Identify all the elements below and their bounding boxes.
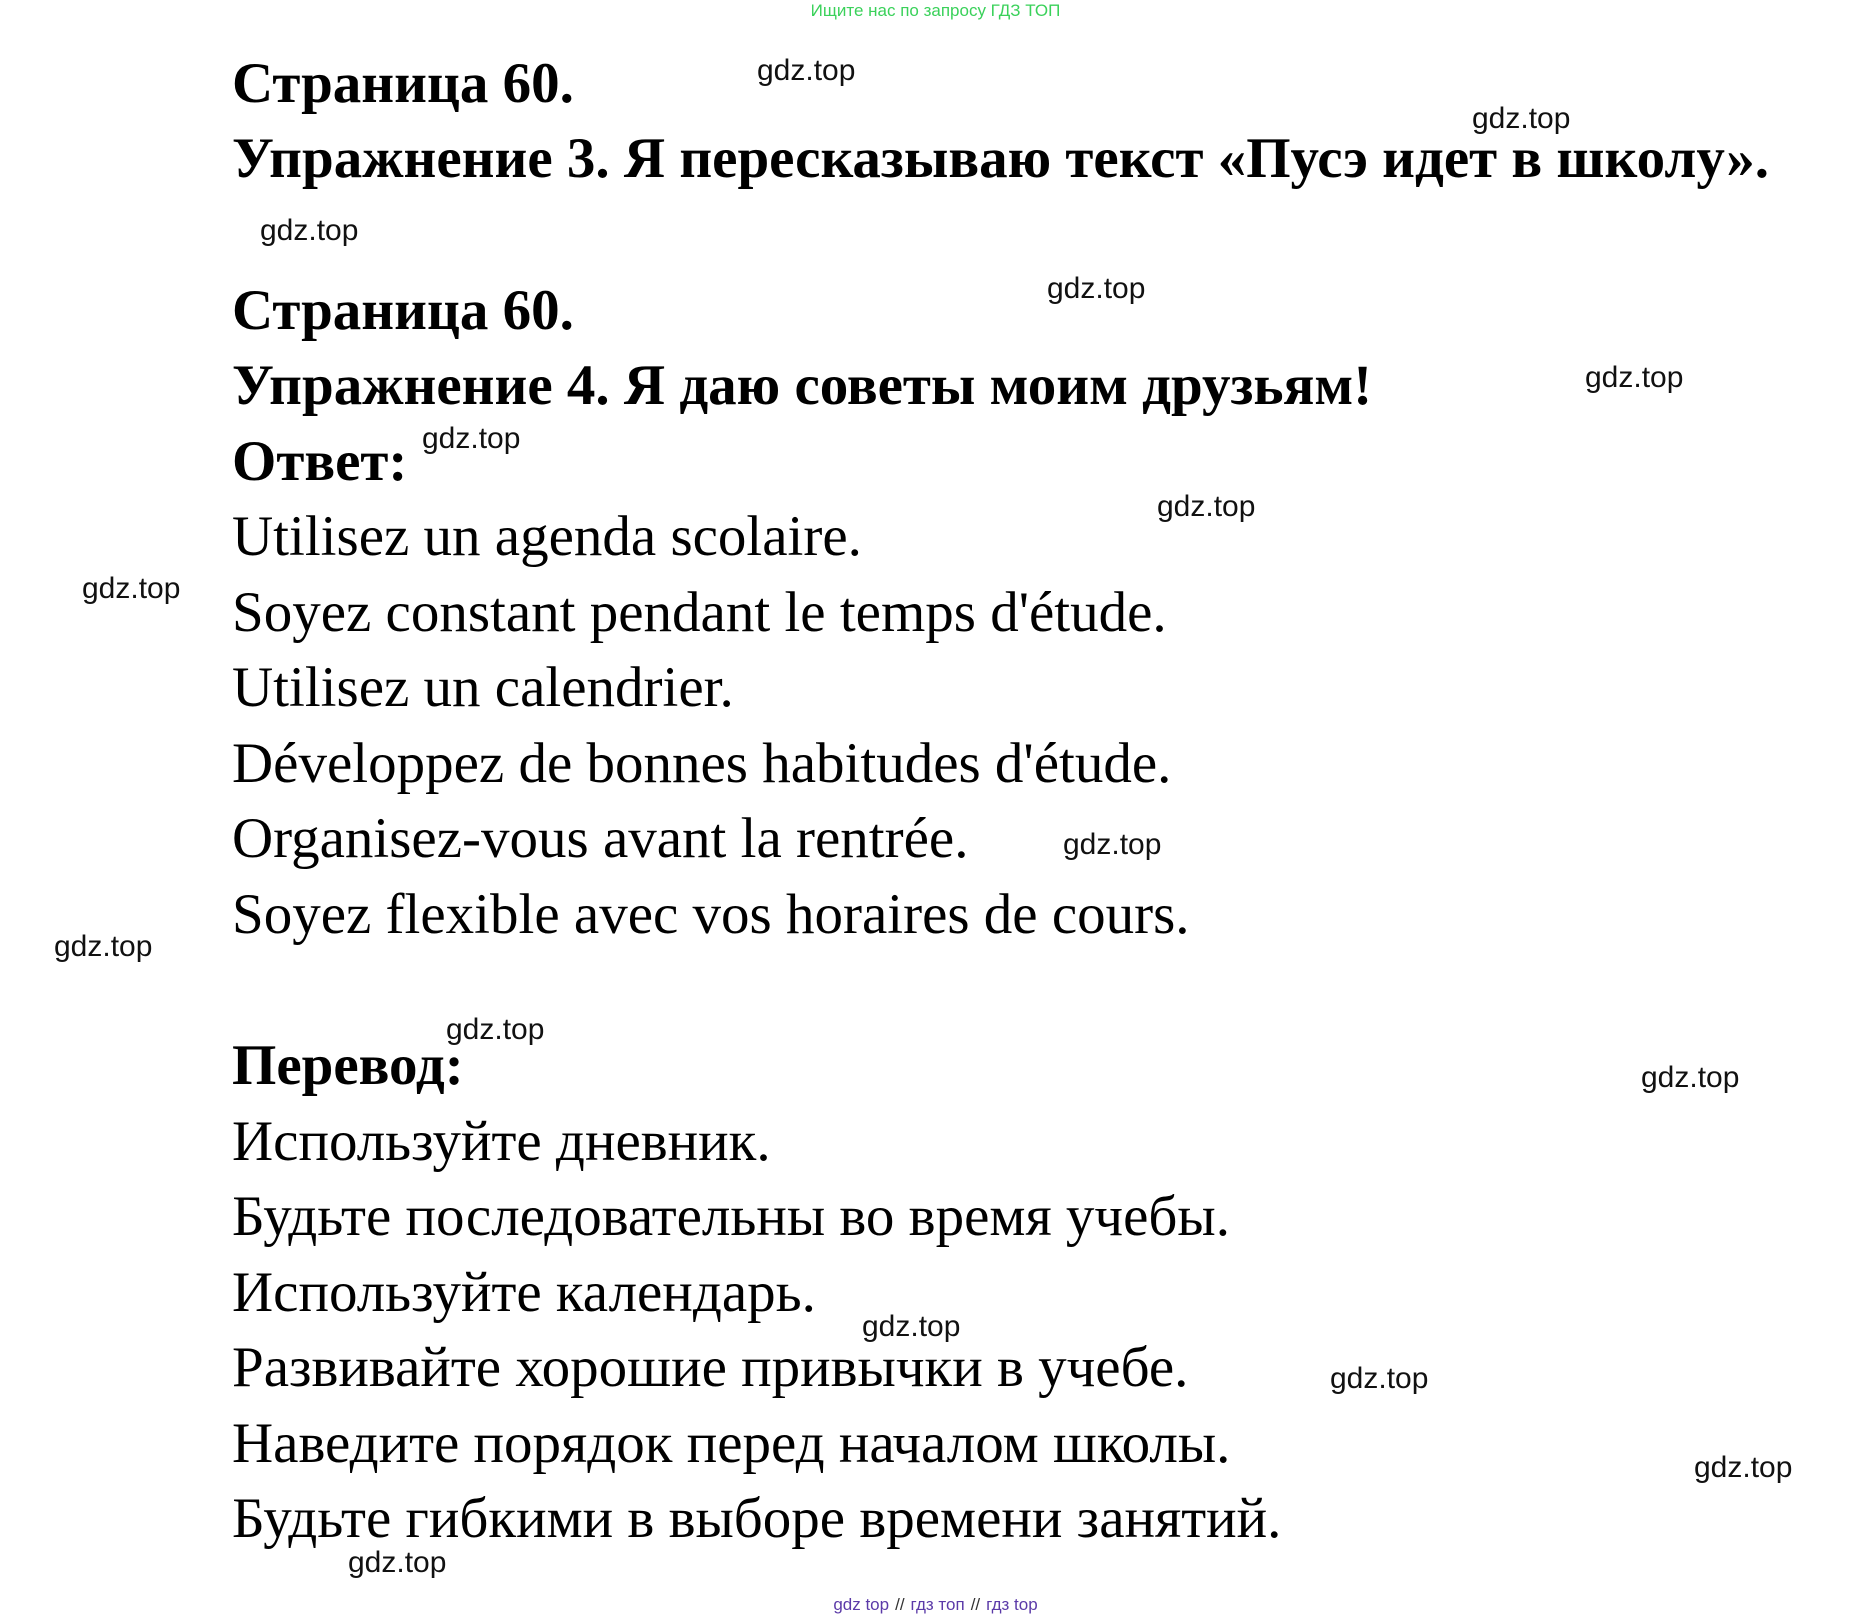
page-label-1: Страница 60. (232, 52, 574, 115)
watermark: gdz.top (348, 1546, 447, 1579)
watermark: gdz.top (1694, 1451, 1793, 1484)
exercise-title-3: Упражнение 3. Я пересказываю текст «Пусэ идет в школу». (232, 127, 1770, 190)
watermark: gdz.top (1330, 1362, 1429, 1395)
footer-link[interactable]: гдз top (986, 1595, 1038, 1614)
answer-line: Soyez flexible avec vos horaires de cours. (232, 883, 1190, 946)
answer-line: Soyez constant pendant le temps d'étude. (232, 581, 1167, 644)
footer-link[interactable]: gdz top (833, 1595, 890, 1614)
exercise-title-4: Упражнение 4. Я даю советы моим друзьям! (232, 354, 1373, 417)
watermark: gdz.top (1472, 102, 1571, 135)
watermark: gdz.top (1585, 361, 1684, 394)
watermark: gdz.top (757, 54, 856, 87)
watermark: gdz.top (1157, 490, 1256, 523)
translation-label: Перевод: (232, 1034, 464, 1097)
watermark: gdz.top (1047, 272, 1146, 305)
answer-line: Développez de bonnes habitudes d'étude. (232, 732, 1172, 795)
footer-link[interactable]: гдз топ (910, 1595, 965, 1614)
watermark: gdz.top (1641, 1061, 1740, 1094)
answer-line: Utilisez un calendrier. (232, 656, 734, 719)
top-banner[interactable]: Ищите нас по запросу ГДЗ ТОП (810, 1, 1061, 20)
translation-line: Используйте календарь. (232, 1261, 816, 1324)
answer-line: Utilisez un agenda scolaire. (232, 505, 862, 568)
translation-line: Используйте дневник. (232, 1110, 771, 1173)
translation-line: Будьте гибкими в выборе времени занятий. (232, 1487, 1282, 1550)
footer-separator: // (970, 1595, 981, 1614)
watermark: gdz.top (82, 572, 181, 605)
watermark: gdz.top (446, 1013, 545, 1046)
translation-line: Наведите порядок перед началом школы. (232, 1412, 1231, 1475)
translation-line: Будьте последовательны во время учебы. (232, 1185, 1230, 1248)
translation-line: Развивайте хорошие привычки в учебе. (232, 1336, 1189, 1399)
watermark: gdz.top (54, 930, 153, 963)
answer-line: Organisez-vous avant la rentrée. (232, 807, 969, 870)
watermark: gdz.top (862, 1310, 961, 1343)
footer-separator: // (895, 1595, 905, 1614)
watermark: gdz.top (260, 214, 359, 247)
watermark: gdz.top (422, 422, 521, 455)
page-label-2: Страница 60. (232, 279, 574, 342)
watermark: gdz.top (1063, 828, 1162, 861)
answer-label: Ответ: (232, 430, 408, 493)
footer-links (0, 1595, 1871, 1615)
